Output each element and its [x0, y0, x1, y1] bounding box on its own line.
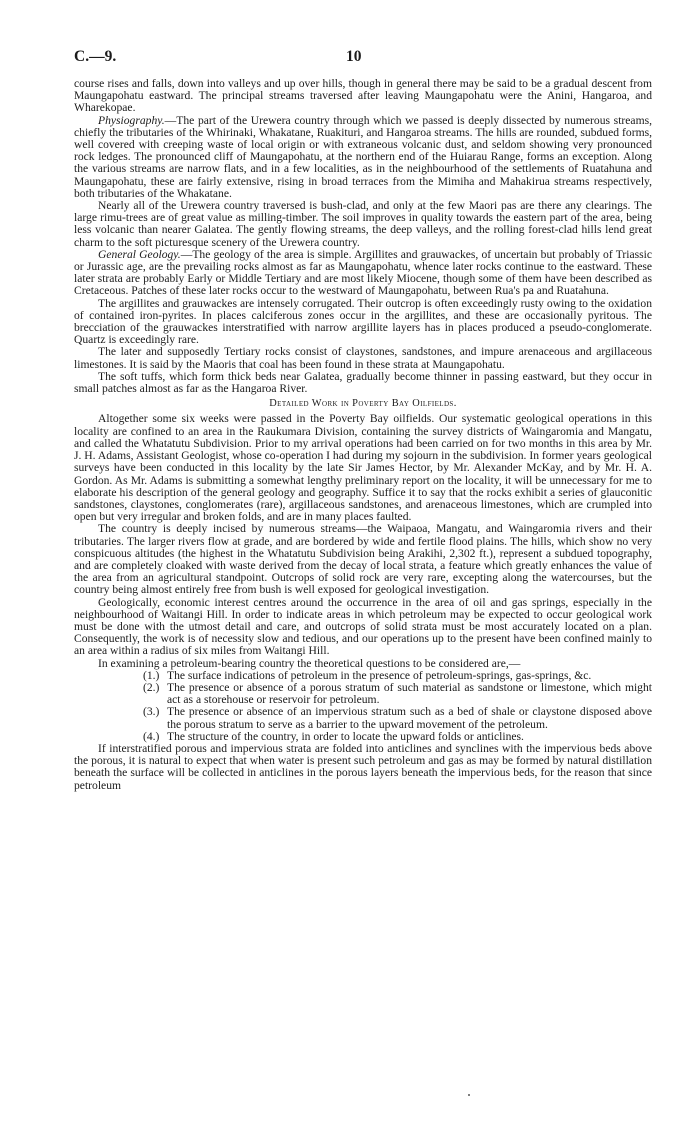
paragraph: The argillites and grauwackes are intensely corrugated. Their outcrop is often exceedingly rusty owing to the oxidation of contained iron-pyrites. In places calciferous zones occur in the argillites, and these are occasionally pyritous. The brecciation of the grauwackes interstratified with narrow argillite layers has in places produced a pseudo-conglomerate. Quartz is exceedingly rare.: [74, 296, 652, 347]
paragraph: The soft tuffs, which form thick beds near Galatea, gradually become thinner in passing eastward, but they occur in small patches almost as far as the Hangaroa River.: [74, 369, 652, 396]
document-body: [74, 78, 652, 792]
paragraph: In examining a petroleum-bearing country the theoretical questions to be considered are,—: [98, 656, 521, 670]
section-heading: Detailed Work in Poverty Bay Oilfields.: [269, 398, 457, 410]
paragraph: course rises and falls, down into valleys and up over hills, though in general there may be said to be a gradual descent from Maungapohatu eastward. The principal streams traversed after leaving Maungapohatu were the Anini, Hangaroa, and Wharekopae.: [74, 77, 652, 115]
list-item: [74, 731, 652, 743]
paragraph: [74, 249, 652, 298]
page-header: [74, 48, 652, 78]
list-item-text: The presence or absence of an impervious stratum such as a bed of shale or claystone disposed above the porous stratum to serve as a barrier to the upward movement of the petroleum.: [167, 705, 652, 731]
print-speck: [468, 1094, 470, 1096]
page-number: 10: [346, 48, 362, 65]
list-item-text: The surface indications of petroleum in the presence of petroleum-springs, gas-springs, &c.: [167, 668, 592, 682]
list-item-number: (2.): [143, 680, 160, 694]
paragraph-text: —The part of the Urewera country through which we passed is deeply dissected by numerous streams, chiefly the tributaries of the Whirinaki, Whakatane, Ruakituri, and Hangaroa streams. The hills are rounded, subdued forms, well covered with creeping waste of local origin or with extraneous volcanic dust, and seldom showing very pronounced rock ledges. The pronounced cliff of Maungapohatu, at the northern end of the Huiarau Range, forms an exception. Along the various streams are narrow flats, and in a few localities, as in the neighbourhood of the settlements of Ruatahuna and Maungapohatu, these are fairly extensive, rising in broad terraces from the Mimiha and Mahakirua streams respectively, both tributaries of the Whakatane.: [74, 113, 652, 200]
paragraph-label: Physiography.: [98, 113, 165, 127]
paragraph: The later and supposedly Tertiary rocks consist of claystones, sandstones, and impure arenaceous and argillaceous limestones. It is said by the Maoris that coal has been found in these strata at Maungapohatu.: [74, 345, 652, 371]
paragraph: The country is deeply incised by numerous streams—the Waipaoa, Mangatu, and Waingaromia rivers and their tributaries. The larger rivers flow at grade, and are bordered by wide and fertile flood plains. The hills, which show no very conspicuous altitudes (the highest in the Whatatutu Subdivision being Arakihi, 2,302 ft.), represent a subdued topography, and are completely cloaked with waste derived from the decay of local strata, a feature which greatly enhances the value of the area from an agricultural standpoint. Outcrops of solid rock are very rare, excepting along the watercourses, but the country being almost entirely free from bush is well exposed for geological investigation.: [74, 522, 652, 597]
document-reference: C.—9.: [74, 48, 117, 65]
paragraph: Nearly all of the Urewera country traversed is bush-clad, and only at the few Maori pas are there any clearings. The large rimu-trees are of great value as milling-timber. The soil improves in quality towards the eastern part of the area, being less volcanic than nearer Galatea. The gently flowing streams, the deep valleys, and the rolling forest-clad hills lend great charm to the soft picturesque scenery of the Urewera country.: [74, 199, 652, 249]
paragraph-label: General Geology.: [98, 247, 181, 261]
questions-list: [74, 670, 652, 743]
list-item-number: (3.): [143, 705, 160, 719]
list-item: [74, 706, 652, 730]
list-item-number: (1.): [143, 668, 160, 682]
list-item-text: The presence or absence of a porous stratum of such material as sandstone or limestone, which might act as a storehouse or reservoir for petroleum.: [167, 680, 652, 707]
paragraph: Geologically, economic interest centres around the occurrence in the area of oil and gas springs, especially in the neighbourhood of Waitangi Hill. In order to indicate areas in which petroleum may be expected to occur geological work must be done with the utmost detail and care, and outcrops of solid strata must be most accurately located on a plan. Consequently, the work is of necessity slow and tedious, and our operations up to the present have been confined mainly to an area within a radius of six miles from Waitangi Hill.: [74, 595, 652, 658]
list-item: [74, 682, 652, 706]
paragraph: If interstratified porous and impervious strata are folded into anticlines and synclines with the impervious beds above the porous, it is natural to expect that when water is present such petroleum and gas as may be formed by natural distillation beneath the surface will be collected in anticlines in the porous layers beneath the impervious beds, for the reason that since petroleum: [74, 741, 652, 792]
paragraph: Altogether some six weeks were passed in the Poverty Bay oilfields. Our systematic geological operations in this locality are confined to an area in the Raukumara Division, containing the survey districts of Waingaromia and Mangatu, and called the Whatatutu Subdivision. Prior to my arrival operations had been carried on for two months in this area by Mr. J. H. Adams, Assistant Geologist, whose co-operation I had during my sojourn in the subdivision. In former years geological surveys have been conducted in this locality by the late Sir James Hector, by Mr. Alexander McKay, and by Mr. H. A. Gordon. As Mr. Adams is submitting a somewhat lengthy preliminary report on the locality, it will be unnecessary for me to elaborate his description of the general geology and geography. Suffice it to say that the rocks exhibit a series of glauconitic sandstones, claystones, conglomerates (rare), argillaceous sandstones, and arenaceous limestones, which are crumpled into open but very irregular and broken folds, and are in many places faulted.: [74, 412, 652, 524]
list-item-number: (4.): [143, 729, 160, 743]
paragraph: [74, 115, 652, 200]
paragraph-text: —The geology of the area is simple. Argillites and grauwackes, of uncertain but probably of Triassic or Jurassic age, are the prevailing rocks almost as far as Maungapohatu, whence later rocks continue to the eastward. These later strata are probably Early or Middle Tertiary and are most likely Miocene, though some of them have been described as Cretaceous. Patches of these later rocks occur to the westward of Maungapohatu, between Rua's pa and Ruatahuna.: [74, 247, 652, 298]
list-item-text: The structure of the country, in order to locate the upward folds or anticlines.: [167, 729, 524, 743]
